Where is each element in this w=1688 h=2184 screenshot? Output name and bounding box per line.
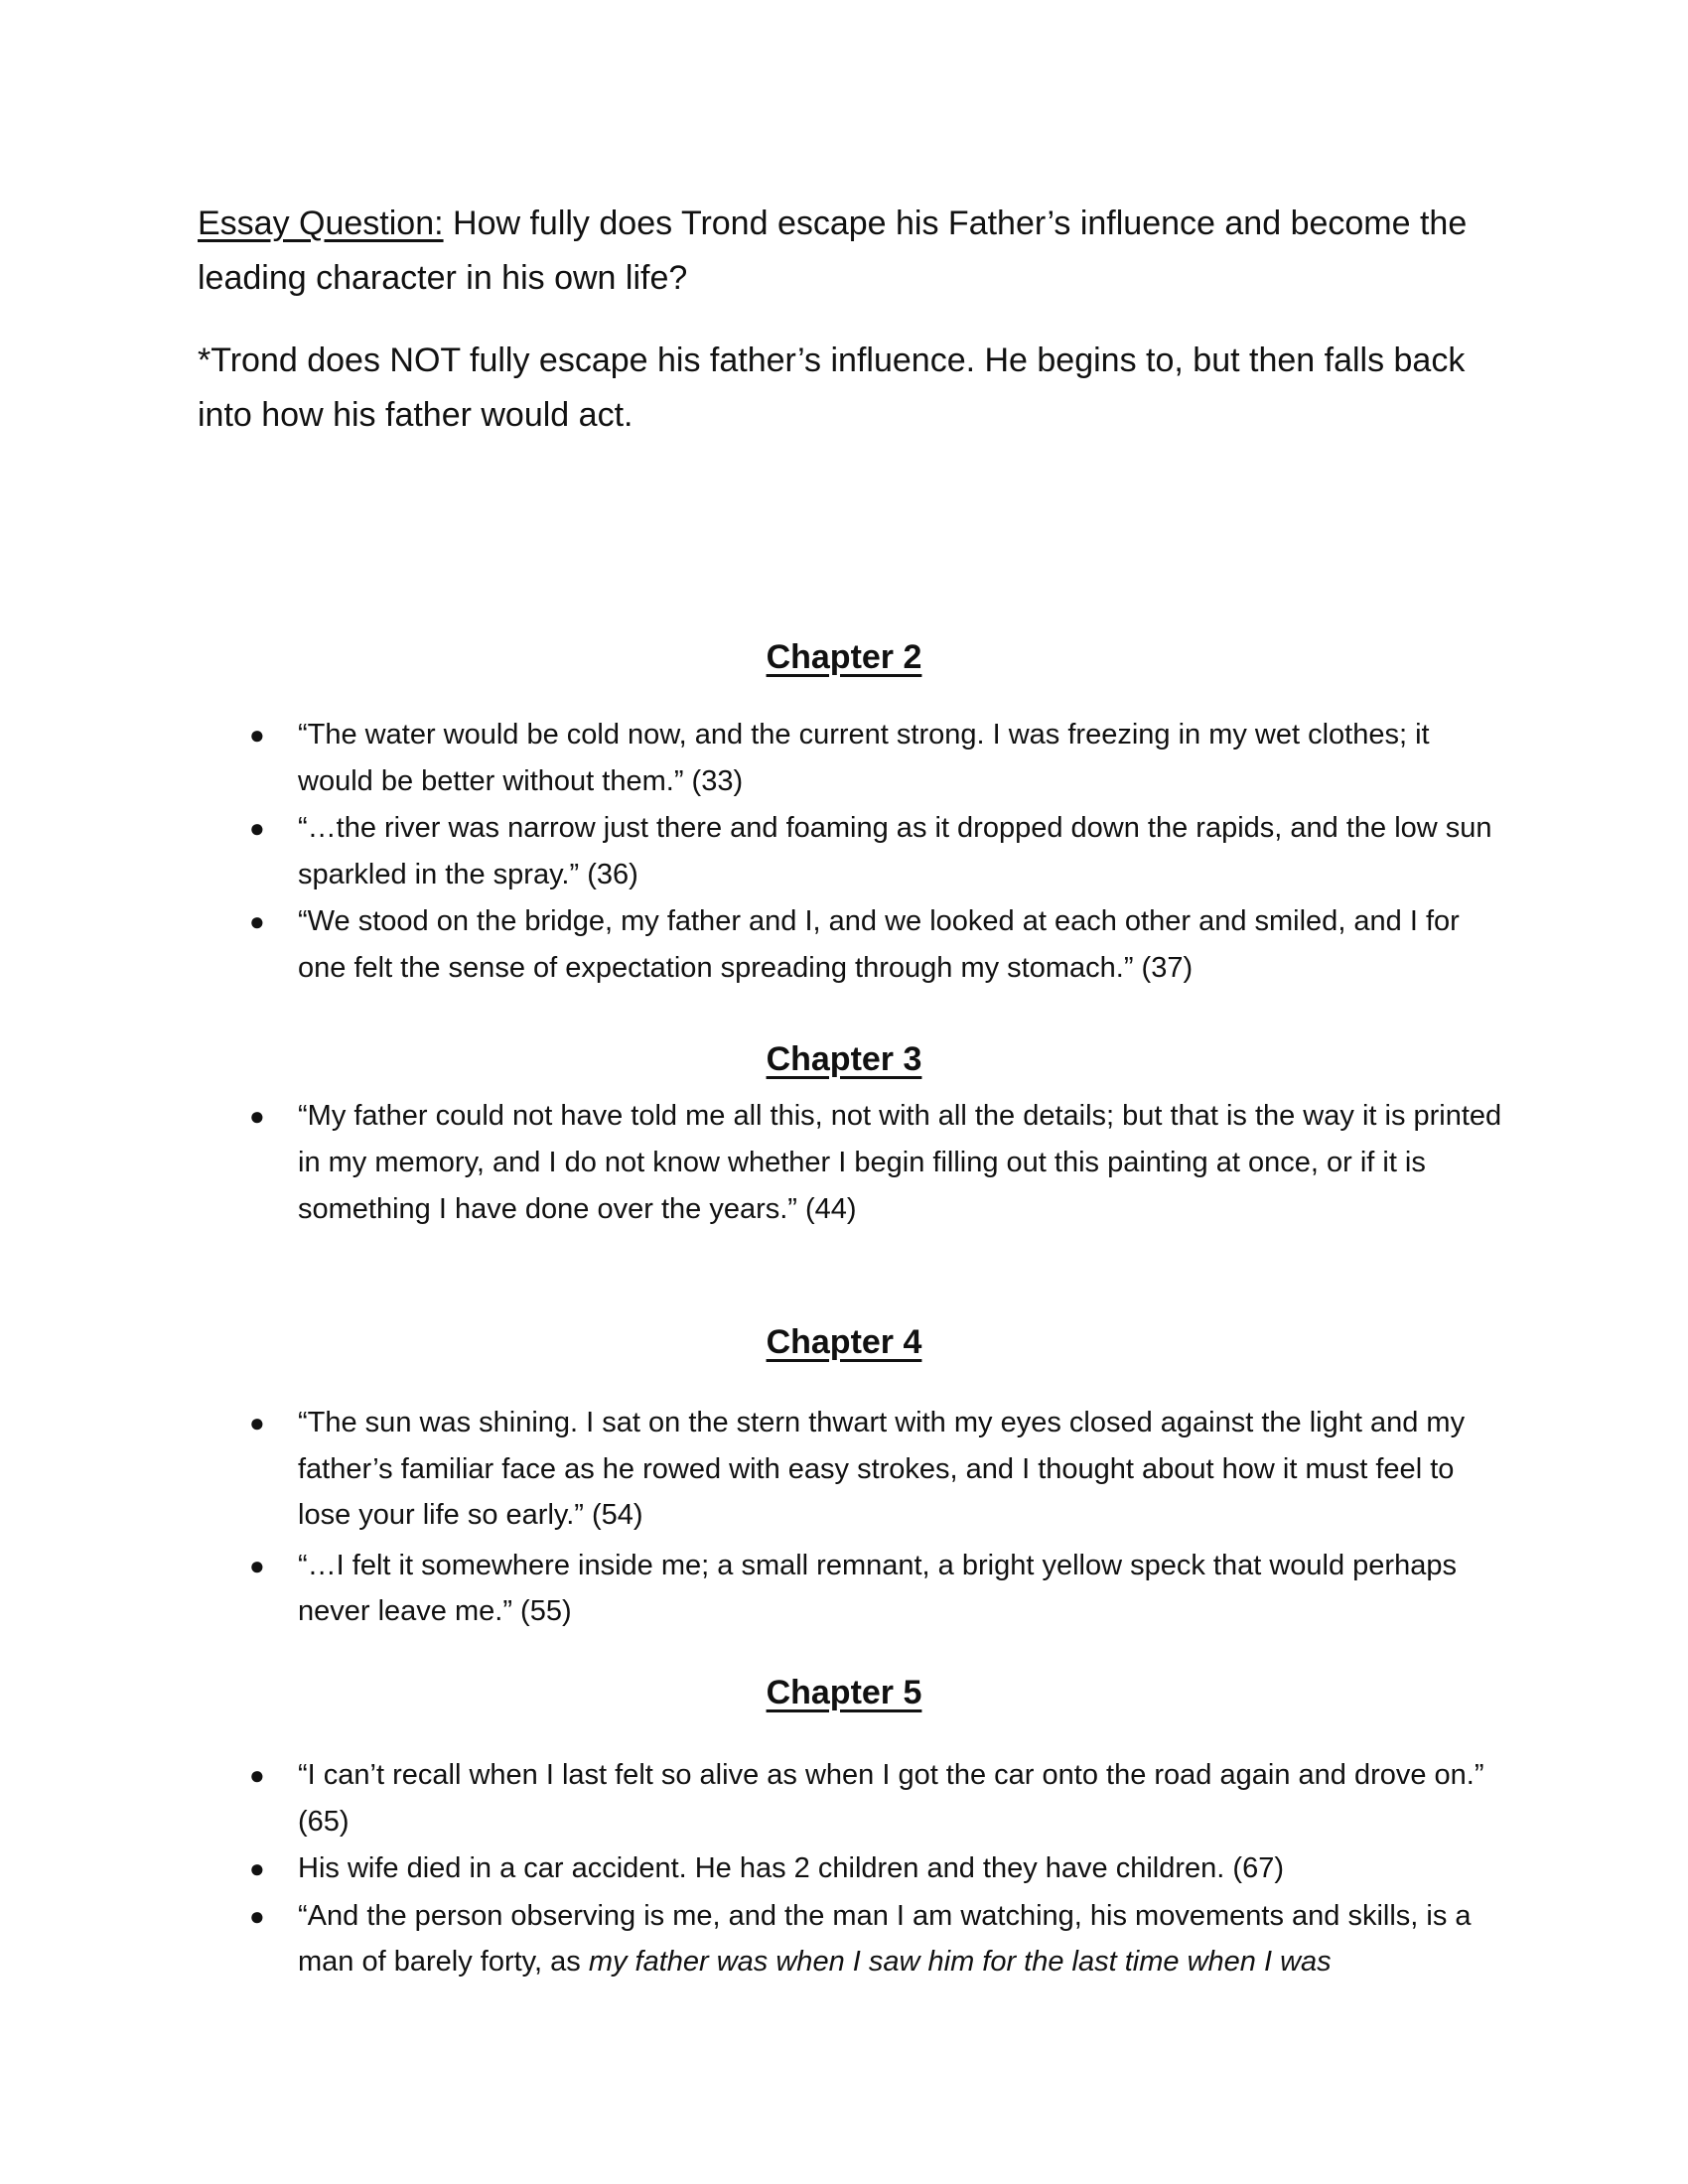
list-item: ● His wife died in a car accident. He has 2 children and they have children. (67) xyxy=(298,1845,1509,1892)
bullet-icon: ● xyxy=(249,1101,265,1131)
essay-question-text: How fully does Trond escape his Father’s influence and become the leading character in his own life? xyxy=(198,205,1468,297)
chapter-5-quotes xyxy=(249,1752,1509,1986)
chapter-2-quotes xyxy=(249,712,1509,992)
chapter-4-quotes xyxy=(249,1400,1509,1636)
essay-question-label: Essay Question: xyxy=(198,205,444,242)
list-item: ● “…the river was narrow just there and foaming as it dropped down the rapids, and the low sun sparkled in the spray.” (36) xyxy=(298,805,1509,897)
list-item: ● “My father could not have told me all this, not with all the details; but that is the way it is printed in my memory, and I do not know whether I begin filling out this painting at once, or if it is something I have done over the years.” (44) xyxy=(298,1093,1509,1233)
bullet-icon: ● xyxy=(249,1853,265,1883)
list-item: ● “…I felt it somewhere inside me; a small remnant, a bright yellow speck that would perhaps never leave me.” (55) xyxy=(298,1543,1509,1635)
bullet-icon: ● xyxy=(249,1760,265,1790)
bullet-icon: ● xyxy=(249,1408,265,1437)
bullet-icon: ● xyxy=(249,1550,265,1580)
chapter-5-heading: Chapter 5 xyxy=(766,1674,922,1711)
bullet-icon: ● xyxy=(249,906,265,936)
list-item: ● “The water would be cold now, and the current strong. I was freezing in my wet clothes; it would be better without them.” (33) xyxy=(298,712,1509,804)
bullet-icon: ● xyxy=(249,720,265,750)
chapter-2-heading: Chapter 2 xyxy=(766,638,922,676)
bullet-icon: ● xyxy=(249,1900,265,1931)
essay-section xyxy=(198,197,1498,443)
essay-question xyxy=(198,197,1498,306)
list-item: ● “We stood on the bridge, my father and I, and we looked at each other and smiled, and I for one felt the sense of expectation spreading through my stomach.” (37) xyxy=(298,898,1509,991)
chapter-3-heading: Chapter 3 xyxy=(766,1040,922,1078)
chapter-3-quotes xyxy=(249,1093,1509,1234)
list-item: ● “And the person observing is me, and the man I am watching, his movements and skills, is a man of barely forty, as my father was when I saw him for the last time when I was xyxy=(298,1893,1509,1985)
essay-thesis: *Trond does NOT fully escape his father’s influence. He begins to, but then falls back into how his father would act. xyxy=(198,341,1466,434)
chapter-4-heading: Chapter 4 xyxy=(766,1323,922,1361)
bullet-icon: ● xyxy=(249,813,265,843)
list-item: ● “I can’t recall when I last felt so alive as when I got the car onto the road again and drove on.” (65) xyxy=(298,1752,1509,1844)
list-item: ● “The sun was shining. I sat on the stern thwart with my eyes closed against the light and my father’s familiar face as he rowed with easy strokes, and I thought about how it must feel to lose your life so early.” (54) xyxy=(298,1400,1509,1539)
